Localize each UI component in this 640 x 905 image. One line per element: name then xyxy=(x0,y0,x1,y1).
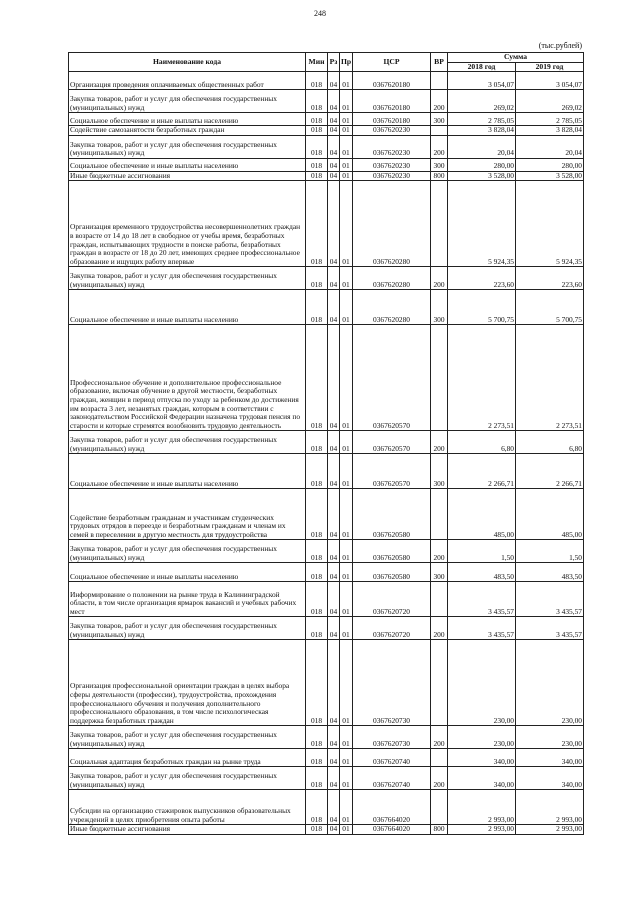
cell-name: Субсидии на организацию стажировок выпускников образовательных учреждений в целях приобретения опыта работы xyxy=(69,790,306,825)
cell-vr: 300 xyxy=(431,290,448,325)
cell-csr: 0367620570 xyxy=(353,431,431,454)
cell-name: Социальное обеспечение и иные выплаты населению xyxy=(69,454,306,489)
cell-vr: 300 xyxy=(431,454,448,489)
table-row xyxy=(69,158,584,171)
cell-min: 018 xyxy=(306,563,328,582)
cell-2019: 485,00 xyxy=(516,489,584,540)
cell-csr: 0367620230 xyxy=(353,135,431,158)
cell-rz: 04 xyxy=(328,617,340,640)
cell-pr: 01 xyxy=(340,72,353,90)
cell-2019: 3 828,04 xyxy=(516,126,584,136)
cell-rz: 04 xyxy=(328,181,340,267)
table-row xyxy=(69,582,584,617)
cell-min: 018 xyxy=(306,290,328,325)
table-row xyxy=(69,431,584,454)
cell-min: 018 xyxy=(306,454,328,489)
cell-csr: 0367620230 xyxy=(353,171,431,181)
cell-vr xyxy=(431,181,448,267)
cell-rz: 04 xyxy=(328,726,340,749)
cell-min: 018 xyxy=(306,617,328,640)
cell-2019: 230,00 xyxy=(516,640,584,726)
cell-name: Закупка товаров, работ и услуг для обеспечения государственных (муниципальных) нужд xyxy=(69,135,306,158)
cell-min: 018 xyxy=(306,540,328,563)
cell-2019: 2 993,00 xyxy=(516,825,584,835)
cell-min: 018 xyxy=(306,126,328,136)
table-row xyxy=(69,72,584,90)
header-csr: ЦСР xyxy=(353,53,431,72)
cell-csr: 0367620230 xyxy=(353,126,431,136)
cell-vr: 200 xyxy=(431,617,448,640)
cell-name: Закупка товаров, работ и услуг для обеспечения государственных (муниципальных) нужд xyxy=(69,90,306,113)
cell-2018: 340,00 xyxy=(448,749,516,767)
cell-2019: 280,00 xyxy=(516,158,584,171)
cell-2019: 6,80 xyxy=(516,431,584,454)
cell-min: 018 xyxy=(306,640,328,726)
cell-name: Закупка товаров, работ и услуг для обеспечения государственных (муниципальных) нужд xyxy=(69,540,306,563)
cell-rz: 04 xyxy=(328,489,340,540)
cell-pr: 01 xyxy=(340,135,353,158)
cell-2018: 3 828,04 xyxy=(448,126,516,136)
cell-vr xyxy=(431,489,448,540)
cell-pr: 01 xyxy=(340,290,353,325)
cell-min: 018 xyxy=(306,825,328,835)
cell-vr: 200 xyxy=(431,540,448,563)
cell-2019: 3 054,07 xyxy=(516,72,584,90)
cell-rz: 04 xyxy=(328,72,340,90)
cell-csr: 0367620730 xyxy=(353,640,431,726)
cell-rz: 04 xyxy=(328,135,340,158)
table-row xyxy=(69,267,584,290)
cell-rz: 04 xyxy=(328,454,340,489)
cell-2018: 3 435,57 xyxy=(448,617,516,640)
cell-pr: 01 xyxy=(340,540,353,563)
header-pr: Пр xyxy=(340,53,353,72)
cell-min: 018 xyxy=(306,767,328,790)
table-row xyxy=(69,489,584,540)
unit-note: (тыс.рублей) xyxy=(538,41,582,50)
cell-vr: 200 xyxy=(431,767,448,790)
cell-2018: 20,04 xyxy=(448,135,516,158)
cell-csr: 0367620740 xyxy=(353,749,431,767)
cell-name: Социальное обеспечение и иные выплаты населению xyxy=(69,563,306,582)
header-sum: Сумма xyxy=(448,53,584,63)
cell-pr: 01 xyxy=(340,158,353,171)
cell-2019: 5 924,35 xyxy=(516,181,584,267)
cell-name: Содействие самозанятости безработных граждан xyxy=(69,126,306,136)
cell-2019: 483,50 xyxy=(516,563,584,582)
cell-pr: 01 xyxy=(340,790,353,825)
cell-rz: 04 xyxy=(328,158,340,171)
cell-2018: 3 528,00 xyxy=(448,171,516,181)
table-row xyxy=(69,113,584,126)
cell-min: 018 xyxy=(306,113,328,126)
table-row xyxy=(69,126,584,136)
cell-2019: 230,00 xyxy=(516,726,584,749)
table-row xyxy=(69,767,584,790)
table-row xyxy=(69,454,584,489)
cell-pr: 01 xyxy=(340,749,353,767)
cell-name: Закупка товаров, работ и услуг для обеспечения государственных (муниципальных) нужд xyxy=(69,431,306,454)
cell-name: Организация проведения оплачиваемых общественных работ xyxy=(69,72,306,90)
cell-csr: 0367620580 xyxy=(353,489,431,540)
cell-2018: 269,02 xyxy=(448,90,516,113)
cell-pr: 01 xyxy=(340,267,353,290)
cell-min: 018 xyxy=(306,749,328,767)
cell-rz: 04 xyxy=(328,825,340,835)
cell-2019: 3 435,57 xyxy=(516,617,584,640)
cell-pr: 01 xyxy=(340,563,353,582)
cell-min: 018 xyxy=(306,267,328,290)
table-row xyxy=(69,90,584,113)
cell-csr: 0367620740 xyxy=(353,767,431,790)
cell-csr: 0367620280 xyxy=(353,267,431,290)
cell-vr xyxy=(431,325,448,431)
table-row xyxy=(69,135,584,158)
cell-2018: 3 054,07 xyxy=(448,72,516,90)
cell-pr: 01 xyxy=(340,171,353,181)
cell-csr: 0367620280 xyxy=(353,290,431,325)
table-row xyxy=(69,617,584,640)
cell-pr: 01 xyxy=(340,825,353,835)
cell-vr: 200 xyxy=(431,267,448,290)
cell-csr: 0367620720 xyxy=(353,582,431,617)
table-row xyxy=(69,325,584,431)
cell-2018: 223,60 xyxy=(448,267,516,290)
cell-2018: 280,00 xyxy=(448,158,516,171)
header-name: Наименование кода xyxy=(69,53,306,72)
cell-min: 018 xyxy=(306,489,328,540)
cell-csr: 0367620280 xyxy=(353,181,431,267)
table-row xyxy=(69,726,584,749)
cell-2018: 2 273,51 xyxy=(448,325,516,431)
cell-pr: 01 xyxy=(340,640,353,726)
cell-vr: 200 xyxy=(431,90,448,113)
header-vr: ВР xyxy=(431,53,448,72)
budget-table xyxy=(68,52,584,835)
cell-2018: 5 924,35 xyxy=(448,181,516,267)
cell-min: 018 xyxy=(306,181,328,267)
cell-min: 018 xyxy=(306,158,328,171)
cell-rz: 04 xyxy=(328,90,340,113)
cell-2018: 2 993,00 xyxy=(448,825,516,835)
cell-rz: 04 xyxy=(328,171,340,181)
cell-min: 018 xyxy=(306,135,328,158)
cell-2019: 3 528,00 xyxy=(516,171,584,181)
cell-csr: 0367620570 xyxy=(353,325,431,431)
cell-csr: 0367664020 xyxy=(353,790,431,825)
cell-rz: 04 xyxy=(328,582,340,617)
cell-name: Социальное обеспечение и иные выплаты населению xyxy=(69,158,306,171)
cell-vr: 200 xyxy=(431,431,448,454)
cell-name: Социальная адаптация безработных граждан на рынке труда xyxy=(69,749,306,767)
cell-name: Закупка товаров, работ и услуг для обеспечения государственных (муниципальных) нужд xyxy=(69,617,306,640)
cell-rz: 04 xyxy=(328,749,340,767)
cell-min: 018 xyxy=(306,325,328,431)
cell-name: Закупка товаров, работ и услуг для обеспечения государственных (муниципальных) нужд xyxy=(69,767,306,790)
cell-csr: 0367620570 xyxy=(353,454,431,489)
cell-pr: 01 xyxy=(340,489,353,540)
cell-2019: 5 700,75 xyxy=(516,290,584,325)
cell-2019: 2 993,00 xyxy=(516,790,584,825)
cell-pr: 01 xyxy=(340,582,353,617)
cell-min: 018 xyxy=(306,726,328,749)
cell-2018: 485,00 xyxy=(448,489,516,540)
cell-2018: 483,50 xyxy=(448,563,516,582)
header-rz: Рз xyxy=(328,53,340,72)
cell-rz: 04 xyxy=(328,767,340,790)
cell-csr: 0367664020 xyxy=(353,825,431,835)
cell-name: Организация временного трудоустройства несовершеннолетних граждан в возрасте от 14 до 18 лет в свободное от учебы время, безработных граждан, испытывающих трудности в поиске работы, безработных граждан в возрасте от 18 до 20 лет, имеющих среднее профессиональное образование и ищущих работу впервые xyxy=(69,181,306,267)
cell-vr: 800 xyxy=(431,171,448,181)
cell-vr: 200 xyxy=(431,135,448,158)
cell-name: Социальное обеспечение и иные выплаты населению xyxy=(69,113,306,126)
cell-2019: 269,02 xyxy=(516,90,584,113)
cell-vr xyxy=(431,790,448,825)
cell-csr: 0367620180 xyxy=(353,72,431,90)
cell-2018: 1,50 xyxy=(448,540,516,563)
cell-pr: 01 xyxy=(340,431,353,454)
cell-name: Организация профессиональной ориентации граждан в целях выбора сферы деятельности (профессии), трудоустройства, прохождения профессионального обучения и получения дополнительного профессионального образования, в том числе психологическая поддержка безработных граждан xyxy=(69,640,306,726)
cell-rz: 04 xyxy=(328,290,340,325)
cell-vr: 800 xyxy=(431,825,448,835)
cell-2018: 6,80 xyxy=(448,431,516,454)
table-row xyxy=(69,825,584,835)
cell-rz: 04 xyxy=(328,540,340,563)
cell-2018: 230,00 xyxy=(448,640,516,726)
cell-rz: 04 xyxy=(328,113,340,126)
cell-name: Информирование о положении на рынке труда в Калининградской области, в том числе организация ярмарок вакансий и учебных рабочих мест xyxy=(69,582,306,617)
cell-2019: 1,50 xyxy=(516,540,584,563)
cell-min: 018 xyxy=(306,582,328,617)
header-min: Мин xyxy=(306,53,328,72)
cell-2018: 230,00 xyxy=(448,726,516,749)
cell-2019: 340,00 xyxy=(516,749,584,767)
table-row xyxy=(69,181,584,267)
cell-min: 018 xyxy=(306,431,328,454)
cell-pr: 01 xyxy=(340,726,353,749)
cell-csr: 0367620580 xyxy=(353,563,431,582)
cell-2019: 2 273,51 xyxy=(516,325,584,431)
cell-csr: 0367620720 xyxy=(353,617,431,640)
cell-pr: 01 xyxy=(340,617,353,640)
cell-vr xyxy=(431,126,448,136)
table-row xyxy=(69,749,584,767)
cell-vr: 200 xyxy=(431,726,448,749)
cell-2019: 2 785,05 xyxy=(516,113,584,126)
cell-2019: 223,60 xyxy=(516,267,584,290)
cell-min: 018 xyxy=(306,90,328,113)
cell-pr: 01 xyxy=(340,126,353,136)
cell-name: Иные бюджетные ассигнования xyxy=(69,825,306,835)
cell-2019: 20,04 xyxy=(516,135,584,158)
header-2019: 2019 год xyxy=(516,62,584,72)
table-row xyxy=(69,171,584,181)
table-row xyxy=(69,790,584,825)
cell-name: Иные бюджетные ассигнования xyxy=(69,171,306,181)
cell-rz: 04 xyxy=(328,126,340,136)
page-number: 248 xyxy=(314,9,326,18)
cell-csr: 0367620180 xyxy=(353,113,431,126)
cell-rz: 04 xyxy=(328,267,340,290)
cell-2018: 5 700,75 xyxy=(448,290,516,325)
cell-pr: 01 xyxy=(340,181,353,267)
cell-2018: 2 266,71 xyxy=(448,454,516,489)
cell-vr xyxy=(431,582,448,617)
cell-vr: 300 xyxy=(431,563,448,582)
cell-csr: 0367620730 xyxy=(353,726,431,749)
cell-csr: 0367620230 xyxy=(353,158,431,171)
cell-vr: 300 xyxy=(431,158,448,171)
cell-rz: 04 xyxy=(328,640,340,726)
cell-rz: 04 xyxy=(328,790,340,825)
cell-vr xyxy=(431,749,448,767)
cell-name: Закупка товаров, работ и услуг для обеспечения государственных (муниципальных) нужд xyxy=(69,267,306,290)
cell-2018: 340,00 xyxy=(448,767,516,790)
cell-name: Профессиональное обучение и дополнительное профессиональное образование, включая обучение в другой местности, безработных граждан, женщин в период отпуска по уходу за ребенком до достижения им возраста 3 лет, незанятых граждан, которым в соответствии с законодательством Российской Федерации назначена трудовая пенсия по старости и которые стремятся возобновить трудовую деятельность xyxy=(69,325,306,431)
cell-rz: 04 xyxy=(328,431,340,454)
table-row xyxy=(69,290,584,325)
cell-rz: 04 xyxy=(328,563,340,582)
cell-vr: 300 xyxy=(431,113,448,126)
table-row xyxy=(69,540,584,563)
cell-pr: 01 xyxy=(340,113,353,126)
cell-2018: 2 785,05 xyxy=(448,113,516,126)
cell-2019: 3 435,57 xyxy=(516,582,584,617)
cell-pr: 01 xyxy=(340,90,353,113)
cell-rz: 04 xyxy=(328,325,340,431)
cell-2019: 340,00 xyxy=(516,767,584,790)
cell-pr: 01 xyxy=(340,454,353,489)
cell-vr xyxy=(431,640,448,726)
cell-2018: 2 993,00 xyxy=(448,790,516,825)
table-row xyxy=(69,563,584,582)
cell-2018: 3 435,57 xyxy=(448,582,516,617)
cell-name: Закупка товаров, работ и услуг для обеспечения государственных (муниципальных) нужд xyxy=(69,726,306,749)
cell-min: 018 xyxy=(306,171,328,181)
header-2018: 2018 год xyxy=(448,62,516,72)
cell-name: Содействие безработным гражданам и участникам студенческих трудовых отрядов в переезде и безработным гражданам и членам их семей в переселении в другую местность для трудоустройства xyxy=(69,489,306,540)
cell-min: 018 xyxy=(306,72,328,90)
cell-min: 018 xyxy=(306,790,328,825)
table-row xyxy=(69,640,584,726)
cell-pr: 01 xyxy=(340,325,353,431)
cell-vr xyxy=(431,72,448,90)
cell-2019: 2 266,71 xyxy=(516,454,584,489)
cell-csr: 0367620580 xyxy=(353,540,431,563)
cell-name: Социальное обеспечение и иные выплаты населению xyxy=(69,290,306,325)
cell-pr: 01 xyxy=(340,767,353,790)
cell-csr: 0367620180 xyxy=(353,90,431,113)
